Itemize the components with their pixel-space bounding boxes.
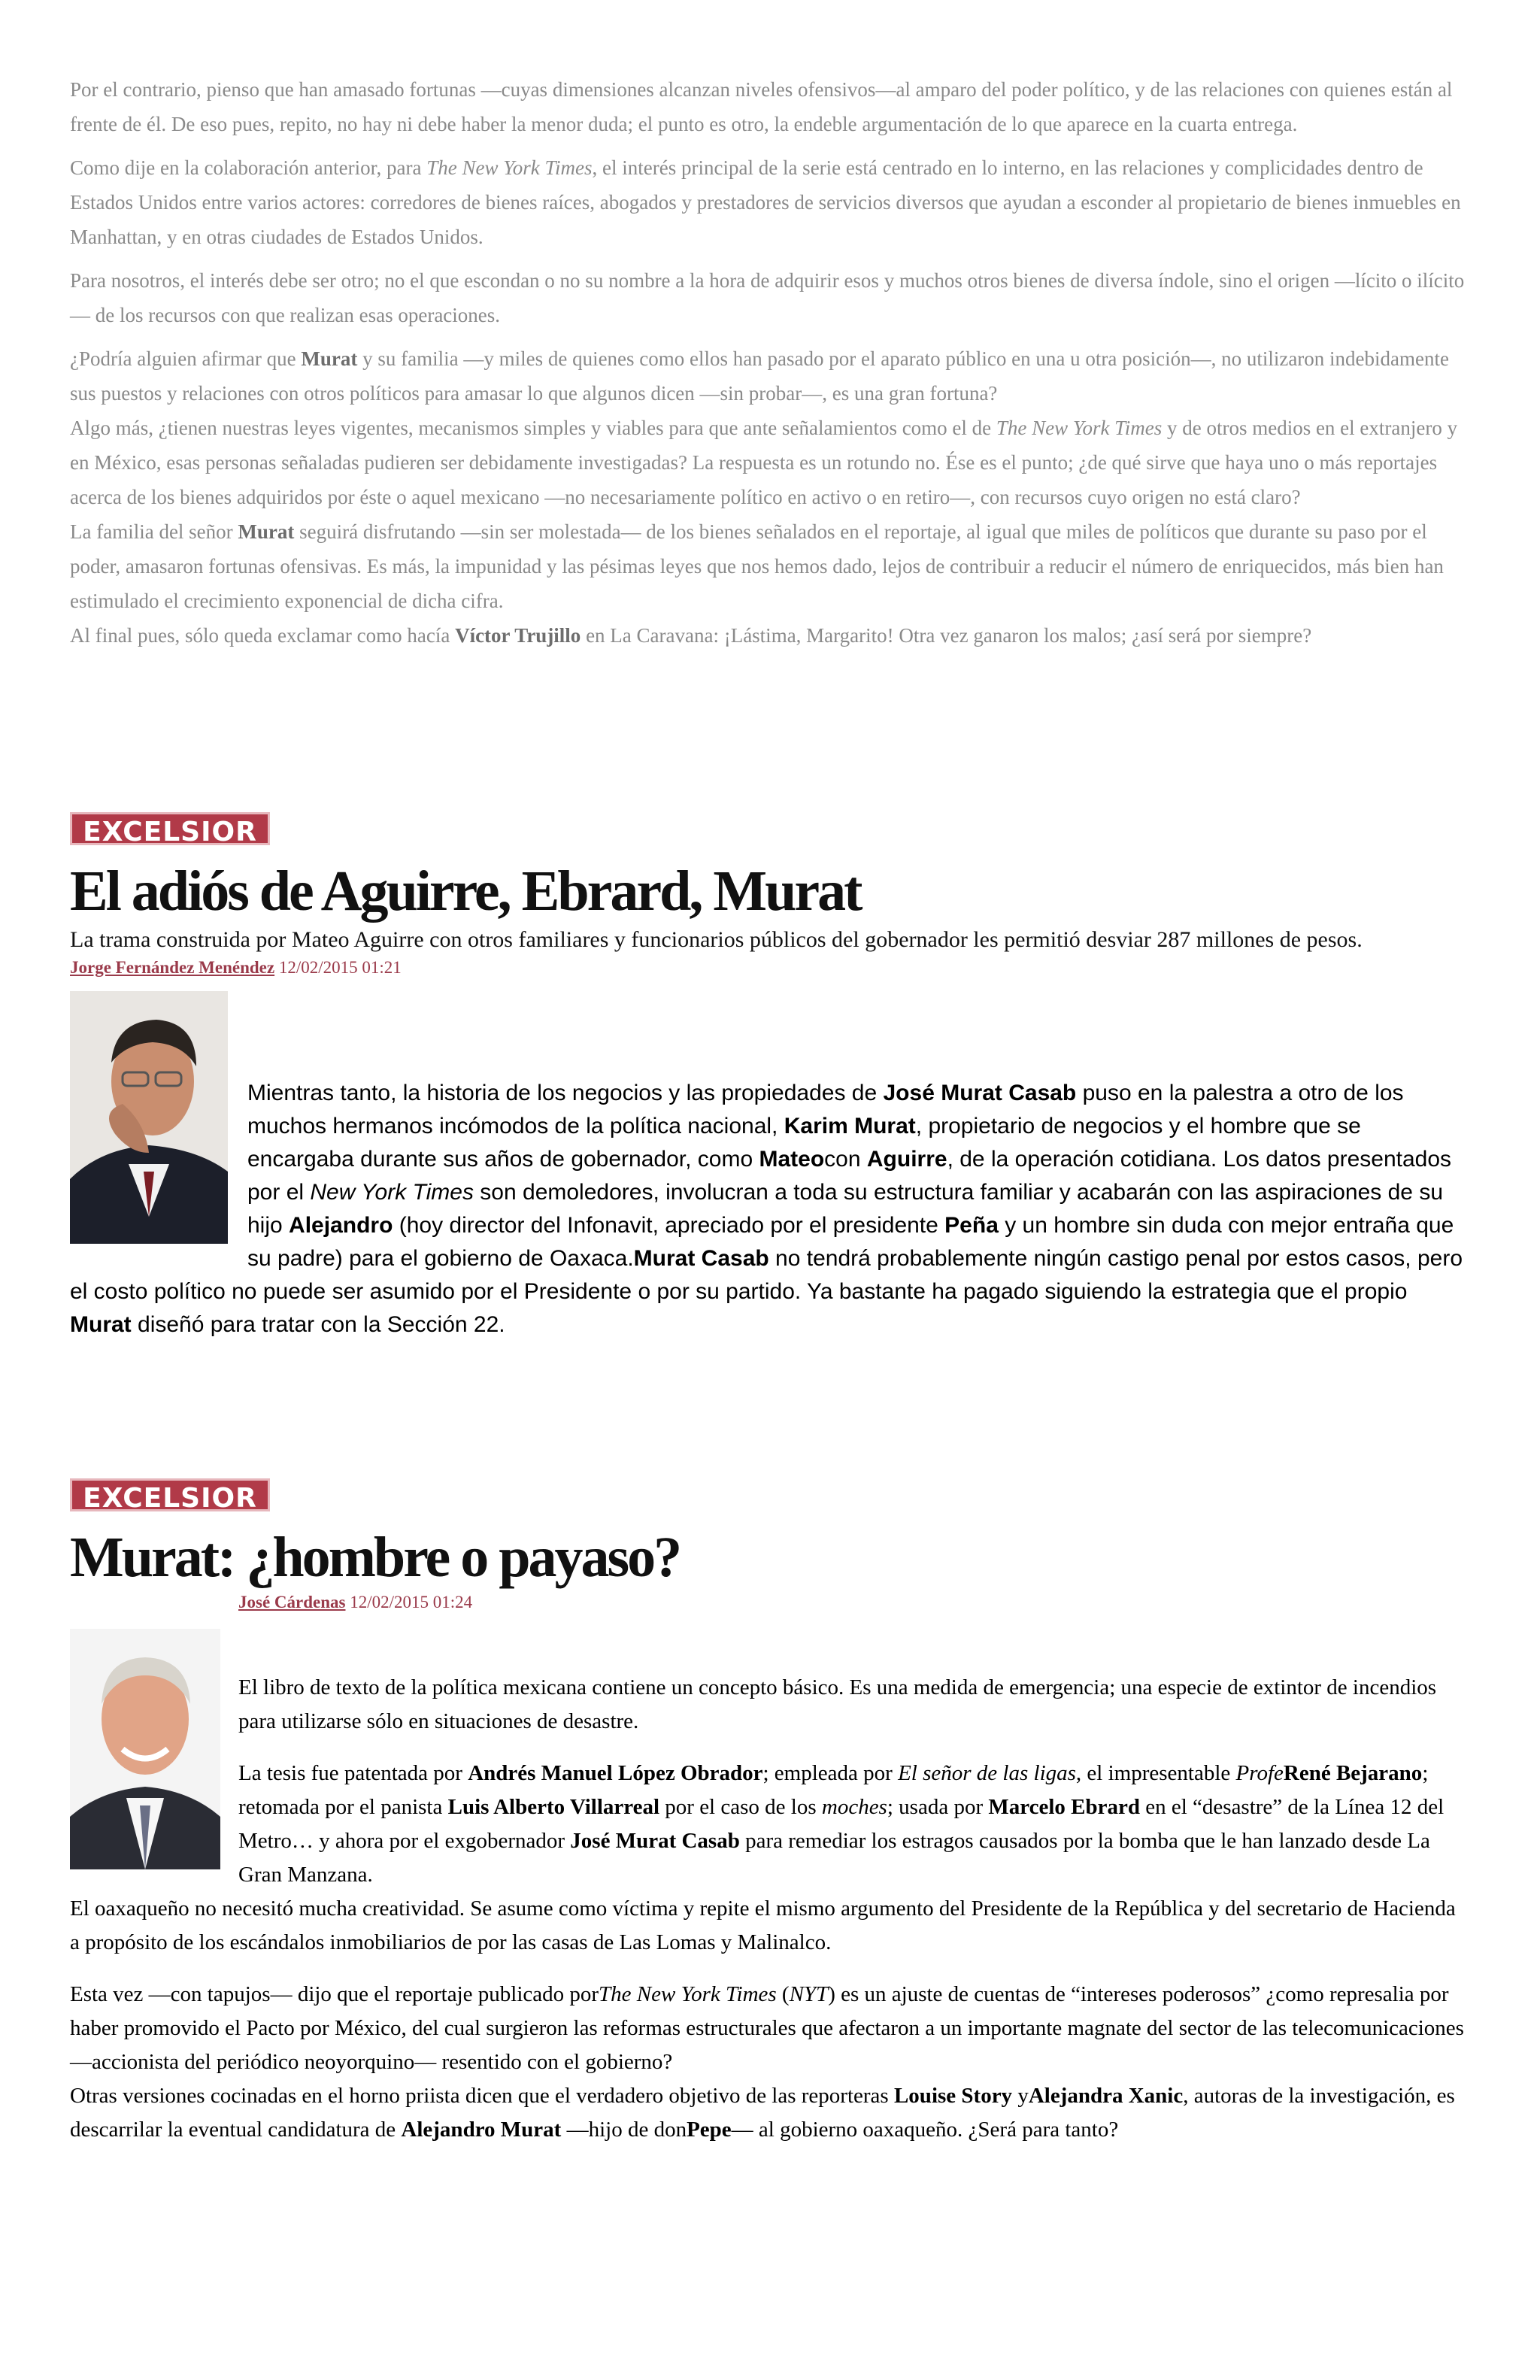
article-2-byline bbox=[70, 1590, 1469, 1615]
article-1 bbox=[70, 812, 1469, 1342]
text-run: José Murat Casab bbox=[883, 1080, 1077, 1105]
text-run: diseñó para tratar con la Sección 22. bbox=[131, 1311, 505, 1337]
author-link[interactable]: José Cárdenas bbox=[238, 1592, 346, 1611]
article-1-datetime: 12/02/2015 01:21 bbox=[274, 957, 402, 977]
text-run: , el impresentable bbox=[1075, 1760, 1236, 1785]
text-run: Alejandro Murat bbox=[401, 2117, 562, 2142]
text-run: Luis Alberto Villarreal bbox=[447, 1794, 660, 1819]
intro-paragraph-6: La familia del señor Murat seguirá disfrutando —sin ser molestada— de los bienes señalados en el reportaje, al igual que miles de políticos que durante su paso por el poder, amasaron fortunas ofensivas. Es más, la impunidad y las pésimas leyes que nos hemos dado, lejos de contribuir a reducir el número de enriquecidos, más bien han estimulado el crecimiento exponencial de dicha cifra. bbox=[70, 520, 1444, 612]
author-link[interactable]: Jorge Fernández Menéndez bbox=[70, 957, 275, 977]
author-photo bbox=[70, 991, 228, 1244]
text-run: ) es un ajuste de cuentas de “intereses poderosos” ¿como represalia por haber promovido el Pacto por México, del cual surgieron las reformas estructurales que afectaron a un importante magnate del sector de las telecomunicaciones —accionista del periódico neoyorquino— resentido con el gobierno? bbox=[70, 1981, 1464, 2074]
text-run: ; empleada por bbox=[762, 1760, 899, 1785]
text-run: Esta vez —con tapujos— dijo que el reportaje publicado por bbox=[70, 1981, 599, 2006]
text-run: no tendrá probablemente ningún castigo penal por estos casos, pero el costo político no puede ser asumido por el Presidente o por su partido. Ya bastante ha pagado siguiendo la estrategia que el propio bbox=[70, 1245, 1463, 1304]
text-run: —hijo de don bbox=[561, 2117, 687, 2142]
text-run: Louise Story bbox=[893, 2083, 1013, 2108]
article-1-byline bbox=[70, 955, 1469, 981]
text-run: Profe bbox=[1235, 1760, 1284, 1785]
text-run: Aguirre bbox=[866, 1146, 947, 1172]
article-2-body bbox=[70, 1629, 1469, 2147]
text-run: ; retomada por el panista bbox=[238, 1760, 1429, 1819]
text-run: Mientras tanto, la historia de los negocios y las propiedades de bbox=[247, 1080, 884, 1105]
article-1-body bbox=[70, 991, 1469, 1342]
text-run: José Murat Casab bbox=[570, 1828, 740, 1853]
text-run: NYT bbox=[789, 1981, 829, 2006]
text-run: Alejandra Xanic bbox=[1028, 2083, 1184, 2108]
text-run: son demoledores, involucran a toda su estructura familiar y acabarán con las aspiraciones de su hijo bbox=[247, 1179, 1444, 1238]
text-run: Murat Casab bbox=[633, 1245, 769, 1271]
article-2-datetime: 12/02/2015 01:24 bbox=[345, 1592, 473, 1611]
text-run: Peña bbox=[944, 1212, 999, 1238]
text-run: Otras versiones cocinadas en el horno priista dicen que el verdadero objetivo de las reporteras bbox=[70, 2083, 894, 2108]
intro-paragraph-4: ¿Podría alguien afirmar que Murat y su familia —y miles de quienes como ellos han pasado por el aparato público en una u otra posición—, no utilizaron indebidamente sus puestos y relaciones con otros políticos para amasar lo que algunos dicen —sin probar—, es una gran fortuna? bbox=[70, 347, 1449, 405]
text-run: (hoy director del Infonavit, apreciado por el presidente bbox=[393, 1212, 945, 1238]
intro-paragraph-1: Por el contrario, pienso que han amasado fortunas —cuyas dimensiones alcanzan niveles ofensivos—al amparo del poder político, y de las relaciones con quienes están al frente de él. De eso pues, repito, no hay ni debe haber la menor duda; el punto es otro, la endeble argumentación de lo que aparece en la cuarta entrega. bbox=[70, 78, 1453, 135]
intro-text bbox=[70, 72, 1469, 653]
text-run: por el caso de los bbox=[659, 1794, 822, 1819]
text-run: Karim Murat bbox=[784, 1113, 916, 1138]
article-2-paragraph-3: El oaxaqueño no necesitó mucha creatividad. Se asume como víctima y repite el mismo argumento del Presidente de la República y del secretario de Hacienda a propósito de los escándalos inmobiliarios de por las casas de Las Lomas y Malinalco. bbox=[70, 1896, 1456, 1954]
article-2 bbox=[70, 1478, 1469, 2147]
intro-paragraph-3: Para nosotros, el interés debe ser otro; no el que escondan o no su nombre a la hora de adquirir esos y muchos otros bienes de diversa índole, sino el origen —lícito o ilícito— de los recursos con que realizan esas operaciones. bbox=[70, 269, 1465, 326]
text-run: en el “desastre” de la Línea 12 del Metro… y ahora por el exgobernador bbox=[238, 1794, 1445, 1853]
text-run: ; usada por bbox=[887, 1794, 989, 1819]
article-2-paragraph-4 bbox=[70, 1978, 1469, 2079]
text-run: , de la operación cotidiana. Los datos presentados por el bbox=[247, 1146, 1452, 1205]
author-portrait-image bbox=[70, 991, 228, 1244]
text-run: moches bbox=[821, 1794, 887, 1819]
intro-paragraph-2: Como dije en la colaboración anterior, para The New York Times, el interés principal de la serie está centrado en lo interno, en las relaciones y complicidades dentro de Estados Unidos entre varios actores: corredores de bienes raíces, abogados y prestadores de servicios diversos que ayudan a esconder al propietario de bienes inmuebles en Manhattan, y en otras ciudades de Estados Unidos. bbox=[70, 156, 1461, 248]
text-run: The New York Times bbox=[599, 1981, 777, 2006]
intro-paragraph-7: Al final pues, sólo queda exclamar como hacía Víctor Trujillo en La Caravana: ¡Lástima, Margarito! Otra vez ganaron los malos; ¿así será por siempre? bbox=[70, 624, 1312, 647]
article-1-headline: El adiós de Aguirre, Ebrard, Murat bbox=[70, 860, 861, 923]
text-run: New York Times bbox=[310, 1179, 474, 1205]
excelsior-logo: EXCELSIOR bbox=[70, 1478, 270, 1511]
text-run: La tesis fue patentada por bbox=[238, 1760, 468, 1785]
text-run: y bbox=[1012, 2083, 1029, 2108]
excelsior-logo: EXCELSIOR bbox=[70, 812, 270, 845]
article-2-headline: Murat: ¿hombre o payaso? bbox=[70, 1526, 681, 1589]
text-run: , autoras de la investigación, es descarrilar la eventual candidatura de bbox=[70, 2083, 1455, 2142]
article-2-paragraph-1: El libro de texto de la política mexicana contiene un concepto básico. Es una medida de emergencia; una especie de extintor de incendios para utilizarse sólo en situaciones de desastre. bbox=[238, 1675, 1437, 1733]
intro-paragraph-5: Algo más, ¿tienen nuestras leyes vigentes, mecanismos simples y viables para que ante señalamientos como el de The New York Times y de otros medios en el extranjero y en México, esas personas señaladas pudieren ser debidamente investigadas? La respuesta es un rotundo no. Ése es el punto; ¿de qué sirve que haya uno o más reportajes acerca de los bienes adquiridos por éste o aquel mexicano —no necesariamente político en activo o en retiro—, con recursos cuyo origen no está claro? bbox=[70, 417, 1458, 508]
text-run: , propietario de negocios y el hombre que se encargaba durante sus años de gobernador, como bbox=[247, 1113, 1361, 1172]
text-run: con bbox=[824, 1146, 867, 1172]
text-run: ( bbox=[776, 1981, 790, 2006]
article-1-lede: La trama construida por Mateo Aguirre con otros familiares y funcionarios públicos del gobernador les permitió desviar 287 millones de pesos. bbox=[70, 926, 1363, 952]
text-run: Marcelo Ebrard bbox=[988, 1794, 1140, 1819]
article-2-paragraph-5 bbox=[70, 2079, 1469, 2147]
text-run: El señor de las ligas bbox=[898, 1760, 1076, 1785]
text-run: Murat bbox=[70, 1311, 132, 1337]
text-run: y un hombre sin duda con mejor entraña que su padre) para el gobierno de Oaxaca. bbox=[247, 1212, 1454, 1271]
text-run: — al gobierno oaxaqueño. ¿Será para tanto? bbox=[731, 2117, 1119, 2142]
text-run: Mateo bbox=[759, 1146, 825, 1172]
text-run: Alejandro bbox=[289, 1212, 393, 1238]
text-run: Pepe bbox=[687, 2117, 732, 2142]
article-2-paragraph-2 bbox=[70, 1757, 1469, 1892]
text-run: para remediar los estragos causados por la bomba que le han lanzado desde La Gran Manzana. bbox=[238, 1828, 1430, 1887]
author-portrait-image bbox=[70, 1629, 220, 1869]
text-run: René Bejarano bbox=[1283, 1760, 1423, 1785]
text-run: Andrés Manuel López Obrador bbox=[468, 1760, 763, 1785]
author-photo bbox=[70, 1629, 220, 1869]
text-run: puso en la palestra a otro de los muchos hermanos incómodos de la política nacional, bbox=[247, 1080, 1404, 1138]
